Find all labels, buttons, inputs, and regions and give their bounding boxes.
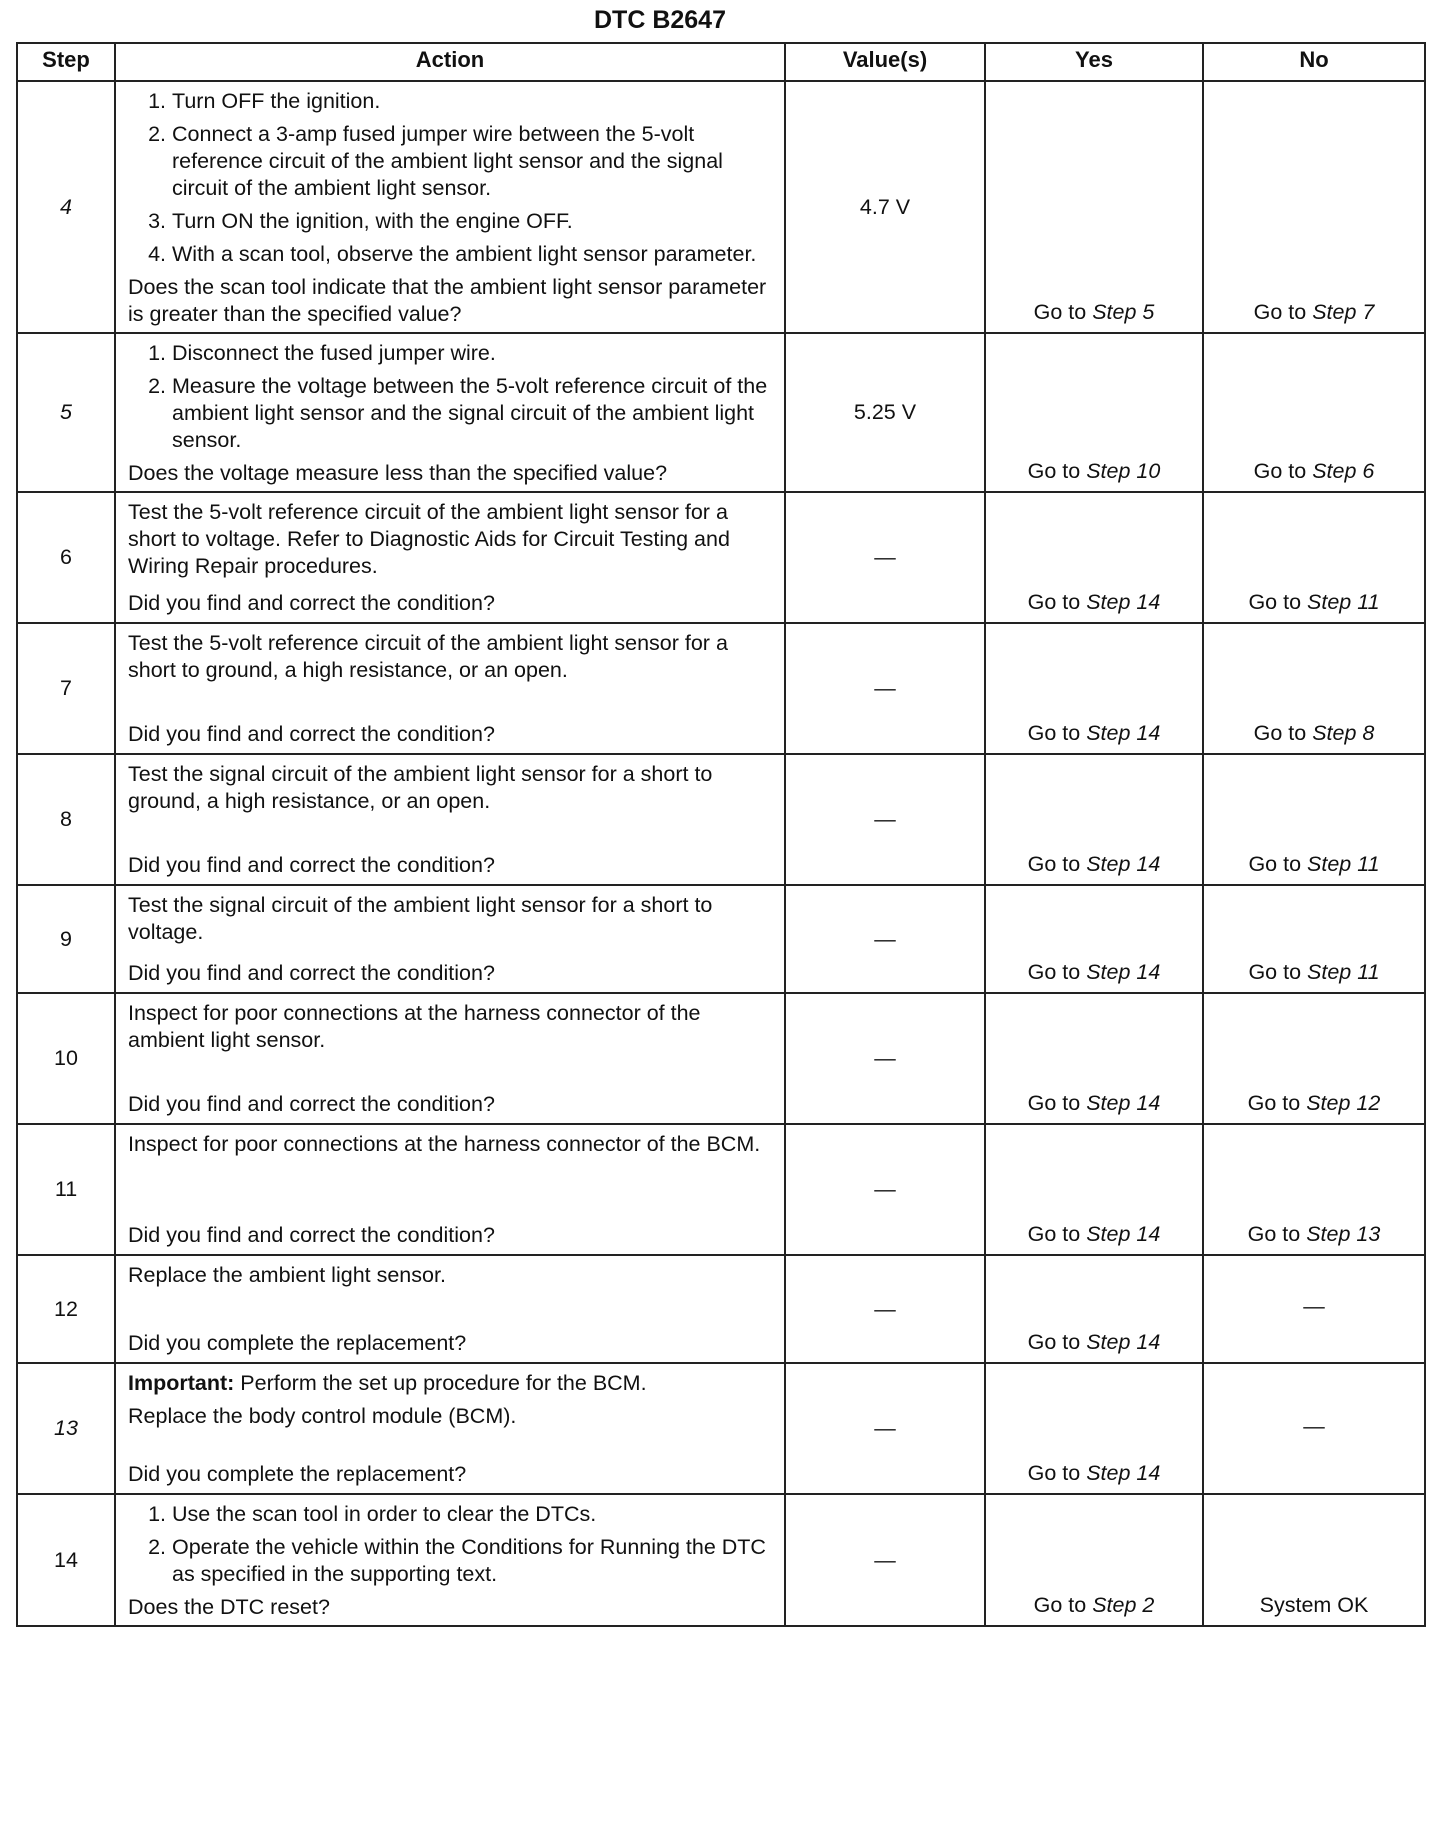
goto-prefix: Go to (1247, 1222, 1301, 1246)
no-cell (1203, 993, 1425, 1124)
table-header-row (17, 43, 1425, 81)
header-yes: Yes (985, 43, 1203, 81)
step-link[interactable]: Step 11 (1307, 590, 1380, 614)
goto-prefix: Go to (1027, 852, 1081, 876)
action-text: Inspect for poor connections at the harness connector of the ambient light sensor. (128, 1001, 701, 1052)
no-cell (1203, 492, 1425, 623)
action-question: Did you complete the replacement? (128, 1331, 467, 1355)
step-link[interactable]: Step 5 (1092, 300, 1155, 324)
action-question: Did you find and correct the condition? (128, 853, 495, 877)
action-cell (115, 1255, 785, 1363)
action-text: Test the signal circuit of the ambient light sensor for a short to voltage. (128, 893, 713, 944)
yes-cell (985, 1255, 1203, 1363)
action-item: 1. Turn OFF the ignition. (172, 88, 776, 115)
action-cell (115, 1363, 785, 1494)
goto-prefix: Go to (1033, 1593, 1087, 1617)
goto-prefix: Go to (1027, 960, 1081, 984)
no-cell (1203, 754, 1425, 885)
table-row (17, 492, 1425, 623)
step-link[interactable]: Step 13 (1306, 1222, 1381, 1246)
action-question: Did you find and correct the condition? (128, 722, 495, 746)
step-number: 4 (17, 81, 115, 333)
goto-prefix: Go to (1027, 459, 1081, 483)
action-item: 2. Measure the voltage between the 5-volt reference circuit of the ambient light sensor and the signal circuit of the ambient light sensor. (172, 373, 776, 454)
step-link[interactable]: Step 14 (1086, 960, 1161, 984)
action-text: Test the 5-volt reference circuit of the ambient light sensor for a short to voltage. Refer to Diagnostic Aids for Circuit Testing and Wiring Repair procedures. (128, 500, 730, 578)
yes-cell (985, 81, 1203, 333)
goto-prefix: Go to (1027, 1091, 1081, 1115)
table-row (17, 333, 1425, 492)
goto-prefix: Go to (1253, 721, 1307, 745)
value-cell: — (785, 623, 985, 754)
action-item: 4. With a scan tool, observe the ambient light sensor parameter. (172, 241, 776, 268)
yes-cell (985, 1494, 1203, 1626)
yes-cell (985, 623, 1203, 754)
step-number: 7 (17, 623, 115, 754)
step-number: 9 (17, 885, 115, 993)
step-number: 5 (17, 333, 115, 492)
goto-prefix: Go to (1253, 459, 1307, 483)
table-row (17, 1363, 1425, 1494)
step-number: 8 (17, 754, 115, 885)
step-number: 11 (17, 1124, 115, 1255)
goto-prefix: Go to (1027, 590, 1081, 614)
yes-cell (985, 1124, 1203, 1255)
no-cell (1203, 1124, 1425, 1255)
value-cell: — (785, 885, 985, 993)
action-item: 1. Use the scan tool in order to clear the DTCs. (172, 1501, 776, 1528)
yes-cell (985, 333, 1203, 492)
step-number: 13 (17, 1363, 115, 1494)
no-cell (1203, 333, 1425, 492)
step-link[interactable]: Step 11 (1307, 960, 1380, 984)
step-link[interactable]: Step 14 (1086, 1091, 1161, 1115)
diagnostic-table (16, 42, 1426, 1627)
value-cell: — (785, 1363, 985, 1494)
header-values: Value(s) (785, 43, 985, 81)
important-label: Important: (128, 1371, 235, 1395)
action-cell (115, 993, 785, 1124)
no-cell: System OK (1203, 1494, 1425, 1626)
action-text: Test the 5-volt reference circuit of the ambient light sensor for a short to ground, a high resistance, or an open. (128, 631, 728, 682)
action-cell (115, 623, 785, 754)
value-cell: — (785, 1494, 985, 1626)
goto-prefix: Go to (1027, 721, 1081, 745)
step-number: 6 (17, 492, 115, 623)
table-row (17, 1255, 1425, 1363)
action-item: 3. Turn ON the ignition, with the engine OFF. (172, 208, 776, 235)
action-question: Did you find and correct the condition? (128, 1092, 495, 1116)
action-item: 2. Operate the vehicle within the Conditions for Running the DTC as specified in the supporting text. (172, 1534, 776, 1588)
action-list (128, 340, 776, 454)
goto-prefix: Go to (1247, 1091, 1301, 1115)
goto-prefix: Go to (1027, 1222, 1081, 1246)
action-question: Does the DTC reset? (128, 1595, 330, 1619)
important-text: Perform the set up procedure for the BCM. (234, 1371, 647, 1395)
step-link[interactable]: Step 6 (1312, 459, 1375, 483)
action-question: Does the voltage measure less than the specified value? (128, 461, 668, 485)
table-row (17, 993, 1425, 1124)
goto-prefix: Go to (1033, 300, 1087, 324)
value-cell: 5.25 V (785, 333, 985, 492)
goto-prefix: Go to (1027, 1330, 1081, 1354)
action-cell (115, 1124, 785, 1255)
step-link[interactable]: Step 14 (1086, 852, 1161, 876)
action-list (128, 88, 776, 268)
action-question: Did you complete the replacement? (128, 1462, 467, 1486)
action-question: Did you find and correct the condition? (128, 961, 495, 985)
value-cell: — (785, 1255, 985, 1363)
action-question: Did you find and correct the condition? (128, 591, 495, 615)
no-cell: — (1203, 1363, 1425, 1494)
action-text: Inspect for poor connections at the harness connector of the BCM. (128, 1132, 761, 1156)
action-question: Did you find and correct the condition? (128, 1223, 495, 1247)
step-link[interactable]: Step 8 (1312, 721, 1375, 745)
yes-cell (985, 1363, 1203, 1494)
action-list (128, 1501, 776, 1588)
action-cell (115, 492, 785, 623)
goto-prefix: Go to (1027, 1461, 1081, 1485)
goto-prefix: Go to (1248, 852, 1302, 876)
value-cell: — (785, 1124, 985, 1255)
header-step: Step (17, 43, 115, 81)
important-note (128, 1370, 776, 1397)
action-question: Does the scan tool indicate that the ambient light sensor parameter is greater than the specified value? (128, 275, 767, 326)
table-row (17, 885, 1425, 993)
table-row (17, 623, 1425, 754)
page-title: DTC B2647 (594, 6, 726, 34)
action-cell (115, 1494, 785, 1626)
step-link[interactable]: Step 7 (1312, 300, 1375, 324)
step-link[interactable]: Step 14 (1086, 1222, 1161, 1246)
yes-cell (985, 492, 1203, 623)
action-text: Replace the ambient light sensor. (128, 1263, 446, 1287)
table-row (17, 1494, 1425, 1626)
action-cell (115, 333, 785, 492)
step-link[interactable]: Step 10 (1086, 459, 1161, 483)
step-link[interactable]: Step 12 (1306, 1091, 1381, 1115)
yes-cell (985, 885, 1203, 993)
action-item: 2. Connect a 3-amp fused jumper wire between the 5-volt reference circuit of the ambient light sensor and the signal circuit of the ambient light sensor. (172, 121, 776, 202)
no-cell (1203, 885, 1425, 993)
value-cell: — (785, 993, 985, 1124)
action-cell (115, 81, 785, 333)
table-row (17, 754, 1425, 885)
step-number: 10 (17, 993, 115, 1124)
value-cell: — (785, 492, 985, 623)
step-link[interactable]: Step 2 (1092, 1593, 1155, 1617)
value-cell: 4.7 V (785, 81, 985, 333)
no-cell: — (1203, 1255, 1425, 1363)
step-number: 12 (17, 1255, 115, 1363)
goto-prefix: Go to (1248, 590, 1302, 614)
step-link[interactable]: Step 11 (1307, 852, 1380, 876)
value-cell: — (785, 754, 985, 885)
yes-cell (985, 993, 1203, 1124)
header-action: Action (115, 43, 785, 81)
goto-prefix: Go to (1253, 300, 1307, 324)
action-cell (115, 885, 785, 993)
yes-cell (985, 754, 1203, 885)
action-text: Test the signal circuit of the ambient light sensor for a short to ground, a high resistance, or an open. (128, 762, 713, 813)
step-link[interactable]: Step 14 (1086, 1461, 1161, 1485)
no-cell (1203, 81, 1425, 333)
step-link[interactable]: Step 14 (1086, 590, 1161, 614)
header-no: No (1203, 43, 1425, 81)
goto-prefix: Go to (1248, 960, 1302, 984)
action-cell (115, 754, 785, 885)
step-link[interactable]: Step 14 (1086, 1330, 1161, 1354)
no-cell (1203, 623, 1425, 754)
action-text: Replace the body control module (BCM). (128, 1404, 517, 1428)
step-number: 14 (17, 1494, 115, 1626)
table-row (17, 81, 1425, 333)
step-link[interactable]: Step 14 (1086, 721, 1161, 745)
table-row (17, 1124, 1425, 1255)
action-item: 1. Disconnect the fused jumper wire. (172, 340, 776, 367)
